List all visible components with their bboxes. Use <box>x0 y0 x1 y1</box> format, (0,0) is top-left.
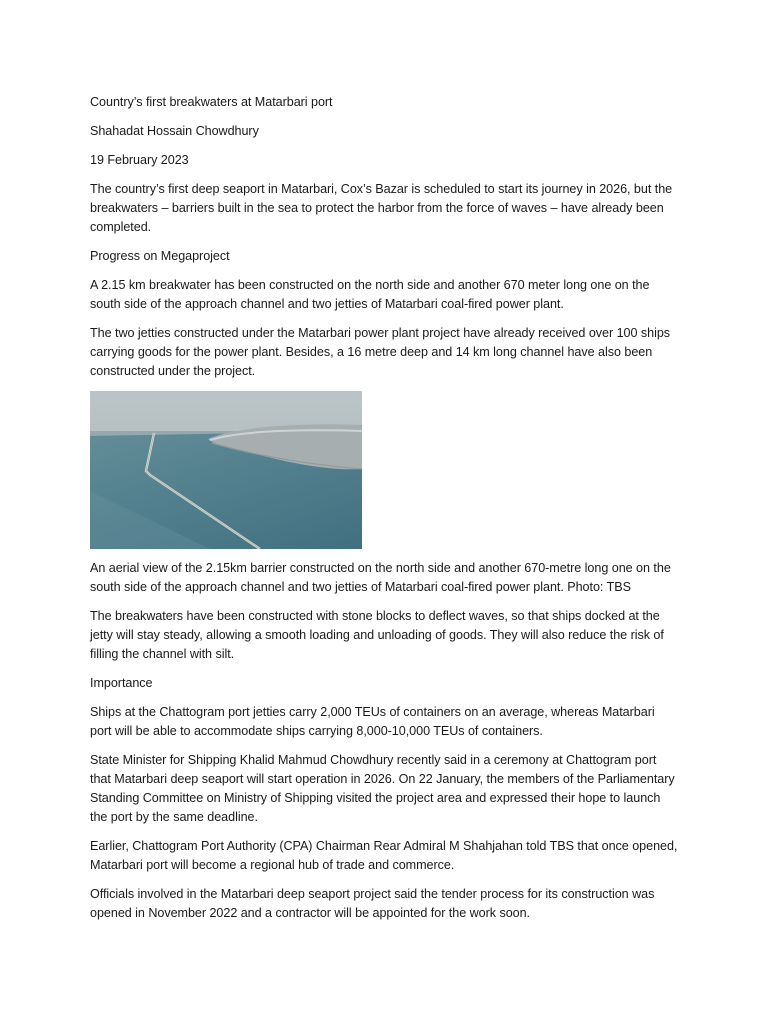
minister-paragraph: State Minister for Shipping Khalid Mahmud Chowdhury recently said in a ceremony at Chattogram port that Matarbari deep seaport will start operation in 2026. On 22 January, the members of the Parliamentary Standing Committee on Ministry of Shipping visited the project area and expressed their hope to launch the port by the same deadline. <box>90 753 675 824</box>
intro-paragraph: The country’s first deep seaport in Matarbari, Cox’s Bazar is scheduled to start its journey in 2026, but the breakwaters – barriers built in the sea to protect the harbor from the force of waves – have already been completed. <box>90 182 673 234</box>
article-title: Country’s first breakwaters at Matarbari port <box>90 95 333 109</box>
photo-caption: An aerial view of the 2.15km barrier constructed on the north side and another 670-metre long one on the south side of the approach channel and two jetties of Matarbari coal-fired power plant. Photo: TBS <box>90 561 671 594</box>
jetties-paragraph: The two jetties constructed under the Matarbari power plant project have already received over 100 ships carrying goods for the power plant. Besides, a 16 metre deep and 14 km long channel have also been constructed under the project. <box>90 326 671 378</box>
teus-paragraph: Ships at the Chattogram port jetties carry 2,000 TEUs of containers on an average, whereas Matarbari port will be able to accommodate ships carrying 8,000-10,000 TEUs of containers. <box>90 705 655 738</box>
cpa-paragraph: Earlier, Chattogram Port Authority (CPA) Chairman Rear Admiral M Shahjahan told TBS that once opened, Matarbari port will become a regional hub of trade and commerce. <box>90 839 678 872</box>
article-author: Shahadat Hossain Chowdhury <box>90 124 259 138</box>
section-heading-importance: Importance <box>90 676 153 690</box>
breakwater-paragraph: A 2.15 km breakwater has been constructed on the north side and another 670 meter long one on the south side of the approach channel and two jetties of Matarbari coal-fired power plant. <box>90 278 650 311</box>
section-heading-progress: Progress on Megaproject <box>90 249 230 263</box>
aerial-photo <box>90 391 362 549</box>
stone-blocks-paragraph: The breakwaters have been constructed with stone blocks to deflect waves, so that ships docked at the jetty will stay steady, allowing a smooth loading and unloading of goods. They will also reduce the risk of filling the channel with silt. <box>90 609 664 661</box>
article-date: 19 February 2023 <box>90 153 189 167</box>
tender-paragraph: Officials involved in the Matarbari deep seaport project said the tender process for its construction was opened in November 2022 and a contractor will be appointed for the work soon. <box>90 887 655 920</box>
